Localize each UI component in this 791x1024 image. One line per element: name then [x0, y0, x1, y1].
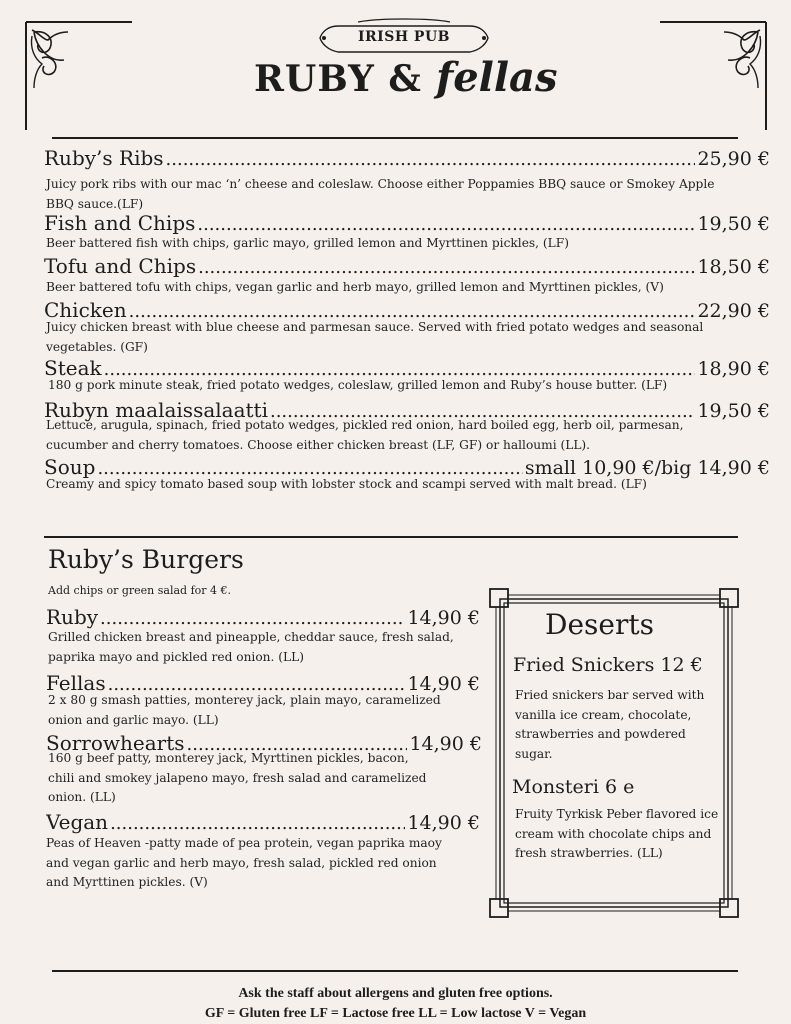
item-price: 14,90 €: [407, 812, 480, 834]
dessert-description: Fruity Tyrkisk Peber flavored ice cream with chocolate chips and fresh strawberries. (LL): [515, 807, 719, 860]
item-name: Tofu and Chips: [44, 254, 197, 278]
item-name: Soup: [44, 455, 96, 479]
dessert-description: Fried snickers bar served with vanilla ice cream, chocolate, strawberries and powdered sugar.: [515, 688, 705, 761]
item-description: Grilled chicken breast and pineapple, cheddar sauce, fresh salad, paprika mayo and pickled red onion. (LL): [48, 630, 454, 664]
menu-item-row: [46, 810, 480, 834]
item-name: Rubyn maalaissalaatti: [44, 398, 268, 422]
item-description: 160 g beef patty, monterey jack, Myrttinen pickles, bacon, chili and smokey jalapeno mayo, fresh salad and caramelized onion. (LL): [48, 751, 427, 804]
leader-dots: [100, 608, 405, 629]
menu-item-row: [44, 146, 770, 170]
allergen-legend: GF = Gluten free LF = Lactose free LL = Low lactose V = Vegan: [204, 1006, 587, 1021]
item-price: 14,90 €: [407, 607, 480, 629]
pub-label: IRISH PUB: [357, 29, 450, 45]
item-price: 19,50 €: [697, 400, 770, 422]
pub-logo: [254, 54, 558, 110]
menu-item-row: [44, 254, 770, 278]
corner-ornament-left-icon: [24, 18, 134, 133]
item-name: Vegan: [46, 810, 109, 834]
logo-name-part1: RUBY &: [254, 58, 422, 100]
desserts-title: Deserts: [545, 608, 654, 641]
dessert-name: Fried Snickers 12 €: [513, 654, 703, 676]
dessert-name: Monsteri 6 e: [512, 776, 635, 798]
item-description: Lettuce, arugula, spinach, fried potato wedges, pickled red onion, hard boiled egg, herb oil, parmesan, cucumber and cherry tomatoes. Choose either chicken breast (LF, GF) or halloumi (LL).: [46, 418, 684, 452]
corner-ornament-right-icon: [658, 18, 768, 133]
burgers-title: Ruby’s Burgers: [48, 545, 244, 574]
item-name: Sorrowhearts: [46, 731, 185, 755]
item-price: small 10,90 €/big 14,90 €: [524, 457, 770, 479]
bottom-divider: [52, 970, 738, 972]
item-price: 14,90 €: [409, 733, 482, 755]
item-price: 14,90 €: [407, 673, 480, 695]
item-name: Fellas: [46, 671, 106, 695]
menu-item-row: [46, 605, 480, 629]
pub-label-badge: [318, 18, 490, 58]
leader-dots: [197, 214, 695, 235]
item-name: Chicken: [44, 298, 127, 322]
item-price: 25,90 €: [697, 148, 770, 170]
item-name: Ruby: [46, 605, 99, 629]
item-description: Juicy pork ribs with our mac ‘n’ cheese and coleslaw. Choose either Poppamies BBQ sauce or Smokey Apple BBQ sauce.(LF): [46, 177, 715, 211]
logo-name-part2: fellas: [436, 54, 558, 101]
middle-divider: [44, 536, 738, 538]
menu-item-row: [44, 211, 770, 235]
item-name: Fish and Chips: [44, 211, 196, 235]
item-description: Beer battered tofu with chips, vegan garlic and herb mayo, grilled lemon and Myrttinen pickles, (V): [46, 280, 664, 294]
item-description: Beer battered fish with chips, garlic mayo, grilled lemon and Myrttinen pickles, (LF): [46, 236, 569, 250]
item-price: 18,90 €: [697, 358, 770, 380]
item-price: 19,50 €: [697, 213, 770, 235]
leader-dots: [166, 149, 696, 170]
item-name: Ruby’s Ribs: [44, 146, 164, 170]
item-description: 2 x 80 g smash patties, monterey jack, plain mayo, caramelized onion and garlic mayo. (LL): [48, 693, 441, 727]
item-description: Juicy chicken breast with blue cheese and parmesan sauce. Served with fried potato wedges and seasonal vegetables. (GF): [46, 320, 704, 354]
burgers-note: Add chips or green salad for 4 €.: [48, 584, 232, 597]
item-name: Steak: [44, 356, 102, 380]
item-description: 180 g pork minute steak, fried potato wedges, coleslaw, grilled lemon and Ruby’s house butter. (LF): [48, 378, 668, 392]
leader-dots: [198, 257, 695, 278]
item-price: 18,50 €: [697, 256, 770, 278]
item-price: 22,90 €: [697, 300, 770, 322]
top-divider: [52, 137, 738, 139]
leader-dots: [110, 813, 405, 834]
item-description: Peas of Heaven -patty made of pea protein, vegan paprika maoy and vegan garlic and herb mayo, fresh salad, pickled red onion and Myrttinen pickles. (V): [46, 836, 442, 889]
allergen-note: Ask the staff about allergens and gluten free options.: [238, 986, 553, 1001]
item-description: Creamy and spicy tomato based soup with lobster stock and scampi served with malt bread. (LF): [46, 477, 647, 491]
